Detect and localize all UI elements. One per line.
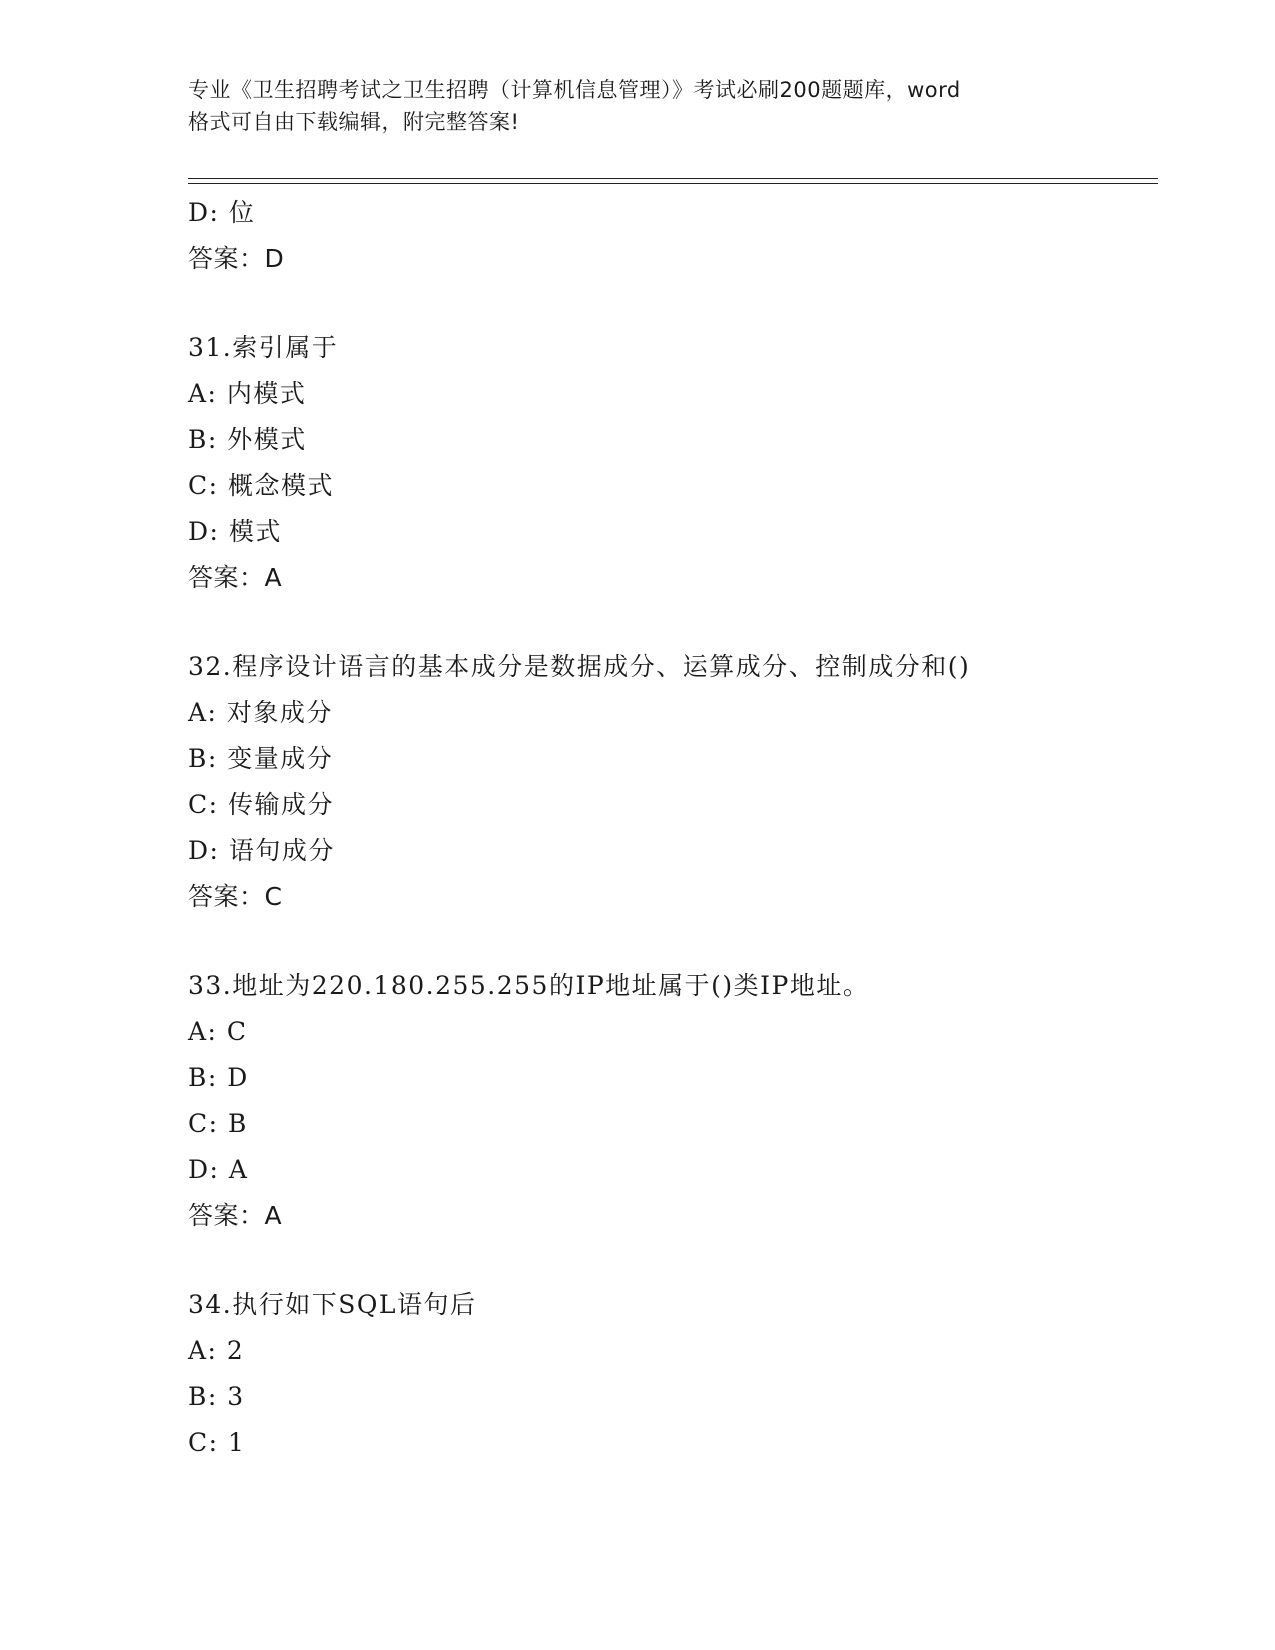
option-line: D: 模式 xyxy=(188,517,282,546)
option-line: A: 对象成分 xyxy=(188,698,333,727)
question-list xyxy=(188,190,1158,1466)
header-divider-top xyxy=(188,178,1158,179)
question-title: 33.地址为220.180.255.255的IP地址属于()类IP地址。 xyxy=(188,971,870,1000)
question-block xyxy=(188,1282,1158,1466)
option-line: B: 变量成分 xyxy=(188,744,334,773)
question-title: 32.程序设计语言的基本成分是数据成分、运算成分、控制成分和() xyxy=(188,652,971,681)
question-title: 31.索引属于 xyxy=(188,333,339,362)
option-line: C: 传输成分 xyxy=(188,790,334,819)
option-line: B: 外模式 xyxy=(188,425,307,454)
option-line: C: B xyxy=(188,1109,248,1138)
question-block xyxy=(188,963,1158,1239)
header-line-2: 格式可自由下载编辑，附完整答案! xyxy=(188,110,520,134)
answer-line: 答案：A xyxy=(188,1201,283,1230)
option-line: A: 2 xyxy=(188,1336,245,1365)
question-block xyxy=(188,325,1158,601)
option-line: C: 概念模式 xyxy=(188,471,334,500)
option-line: B: 3 xyxy=(188,1382,245,1411)
option-line: D: A xyxy=(188,1155,249,1184)
header-line-1: 专业《卫生招聘考试之卫生招聘（计算机信息管理）》考试必刷200题题库，word xyxy=(188,78,961,102)
option-line: D: 位 xyxy=(188,198,256,227)
option-line: A: C xyxy=(188,1017,248,1046)
option-line: C: 1 xyxy=(188,1428,246,1457)
option-line: D: 语句成分 xyxy=(188,836,335,865)
answer-line: 答案：D xyxy=(188,244,285,273)
answer-line: 答案：A xyxy=(188,563,283,592)
header-divider-bottom xyxy=(188,183,1158,184)
question-block xyxy=(188,644,1158,920)
document-header xyxy=(188,74,1088,138)
question-title: 34.执行如下SQL语句后 xyxy=(188,1290,477,1319)
option-line: B: D xyxy=(188,1063,249,1092)
question-block xyxy=(188,190,1158,282)
option-line: A: 内模式 xyxy=(188,379,307,408)
answer-line: 答案：C xyxy=(188,882,283,911)
